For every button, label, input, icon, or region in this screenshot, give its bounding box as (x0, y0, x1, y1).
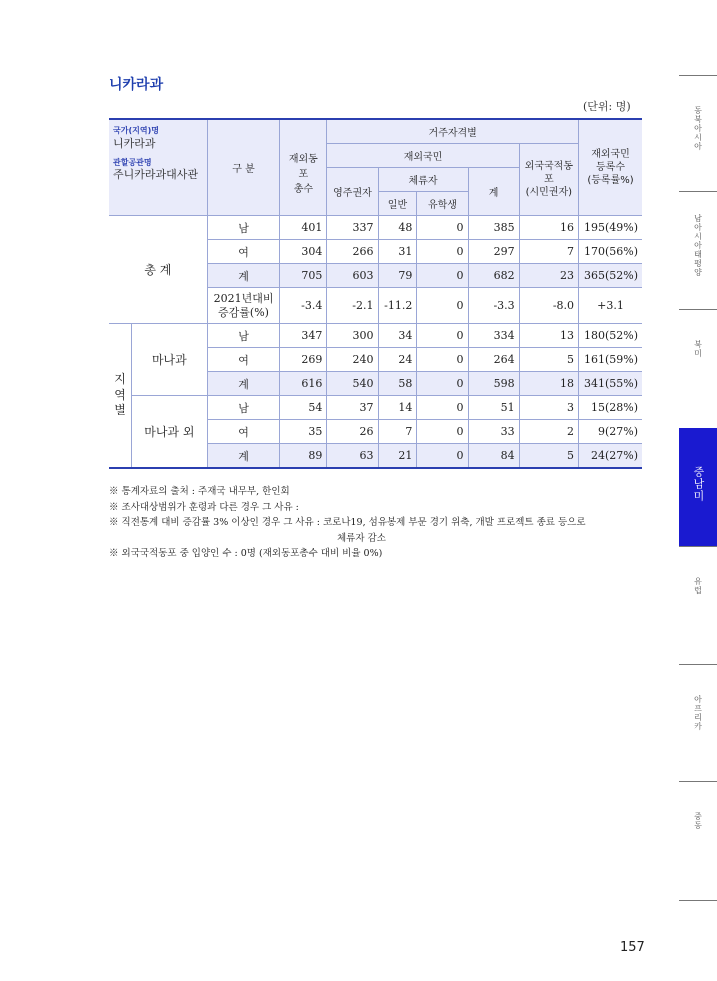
page-title: 니카라과 (109, 77, 164, 93)
table-row: 계 705 603 79 0 682 23 365(52%) (109, 264, 642, 288)
outside-label: 마나과 외 (132, 396, 208, 469)
page-number: 157 (620, 940, 645, 955)
sidebar-tab-middle-east[interactable]: 중동 (679, 781, 717, 901)
region-label: 지 역 별 (109, 324, 132, 469)
office-name: 주니카라과대사관 (113, 168, 199, 182)
foreign-national-header: 외국국적동포 (시민권자) (519, 144, 578, 216)
total-label: 총 계 (109, 216, 207, 324)
sidebar-tab-europe[interactable]: 유럽 (679, 546, 717, 665)
footnote-continuation: 체류자 감소 (337, 532, 386, 544)
footnote: ※ 조사대상범위가 훈령과 다른 경우 그 사유 : (109, 501, 299, 513)
registered-header: 재외국민 등록수 (등록률%) (579, 119, 642, 216)
table-row: 여 35 26 7 0 33 2 9(27%) (109, 420, 642, 444)
total-overseas-header: 재외동포 총수 (280, 119, 327, 216)
table-row: 여 304 266 31 0 297 7 170(56%) (109, 240, 642, 264)
footnote: ※ 외국국적동포 중 입양인 수 : 0명 (재외동포총수 대비 비율 0%) (109, 548, 383, 559)
general-header: 일반 (378, 192, 417, 216)
table-row: 계 616 540 58 0 598 18 341(55%) (109, 372, 642, 396)
table-row: 계 89 63 21 0 84 5 24(27%) (109, 444, 642, 469)
table-row: 마나과 외 남 54 37 14 0 51 3 15(28%) (109, 396, 642, 420)
table-row: 지 역 별 마나과 남 347 300 34 0 334 13 180(52%) (109, 324, 642, 348)
managua-label: 마나과 (132, 324, 208, 396)
footnote: ※ 통계자료의 출처 : 주재국 내무부, 한인회 (109, 486, 290, 497)
permanent-header: 영주권자 (327, 168, 378, 216)
country-header-cell: 국가(지역)명 니카라과 관할공관명 주니카라과대사관 (109, 119, 207, 216)
footnotes (109, 484, 649, 562)
student-header: 유학생 (417, 192, 468, 216)
country-name: 니카라과 (113, 136, 156, 150)
table-row: 총 계 남 401 337 48 0 385 16 195(49%) (109, 216, 642, 240)
category-header: 구 분 (207, 119, 280, 216)
sidebar-tab-north-america[interactable]: 북미 (679, 309, 717, 428)
sidebar-tab-south-asia-pacific[interactable]: 남아시아태평양 (679, 191, 717, 310)
table-row: 여 269 240 24 0 264 5 161(59%) (109, 348, 642, 372)
sidebar-tab-latin-america[interactable]: 중남미 (679, 428, 717, 546)
nationals-header: 재외국민 (327, 144, 519, 168)
statistics-table (109, 118, 642, 469)
sidebar-tab-africa[interactable]: 아프리카 (679, 664, 717, 782)
table-row: 2021년대비 증감률(%) -3.4 -2.1 -11.2 0 -3.3 -8.0 +3.1 (109, 288, 642, 324)
change-label: 2021년대비 증감률(%) (207, 288, 280, 324)
unit-label: (단위: 명) (583, 100, 631, 113)
sidebar-tab-northeast-asia[interactable]: 동북아시아 (679, 75, 717, 192)
subtotal-header: 계 (468, 168, 519, 216)
sojourner-header: 체류자 (378, 168, 468, 192)
footnote: ※ 직전통계 대비 증감률 3% 이상인 경우 그 사유 : 코로나19, 섬유봉제 부문 경기 위축, 개발 프로젝트 종료 등으로 (109, 517, 586, 528)
residence-group-header: 거주자격별 (327, 119, 579, 144)
